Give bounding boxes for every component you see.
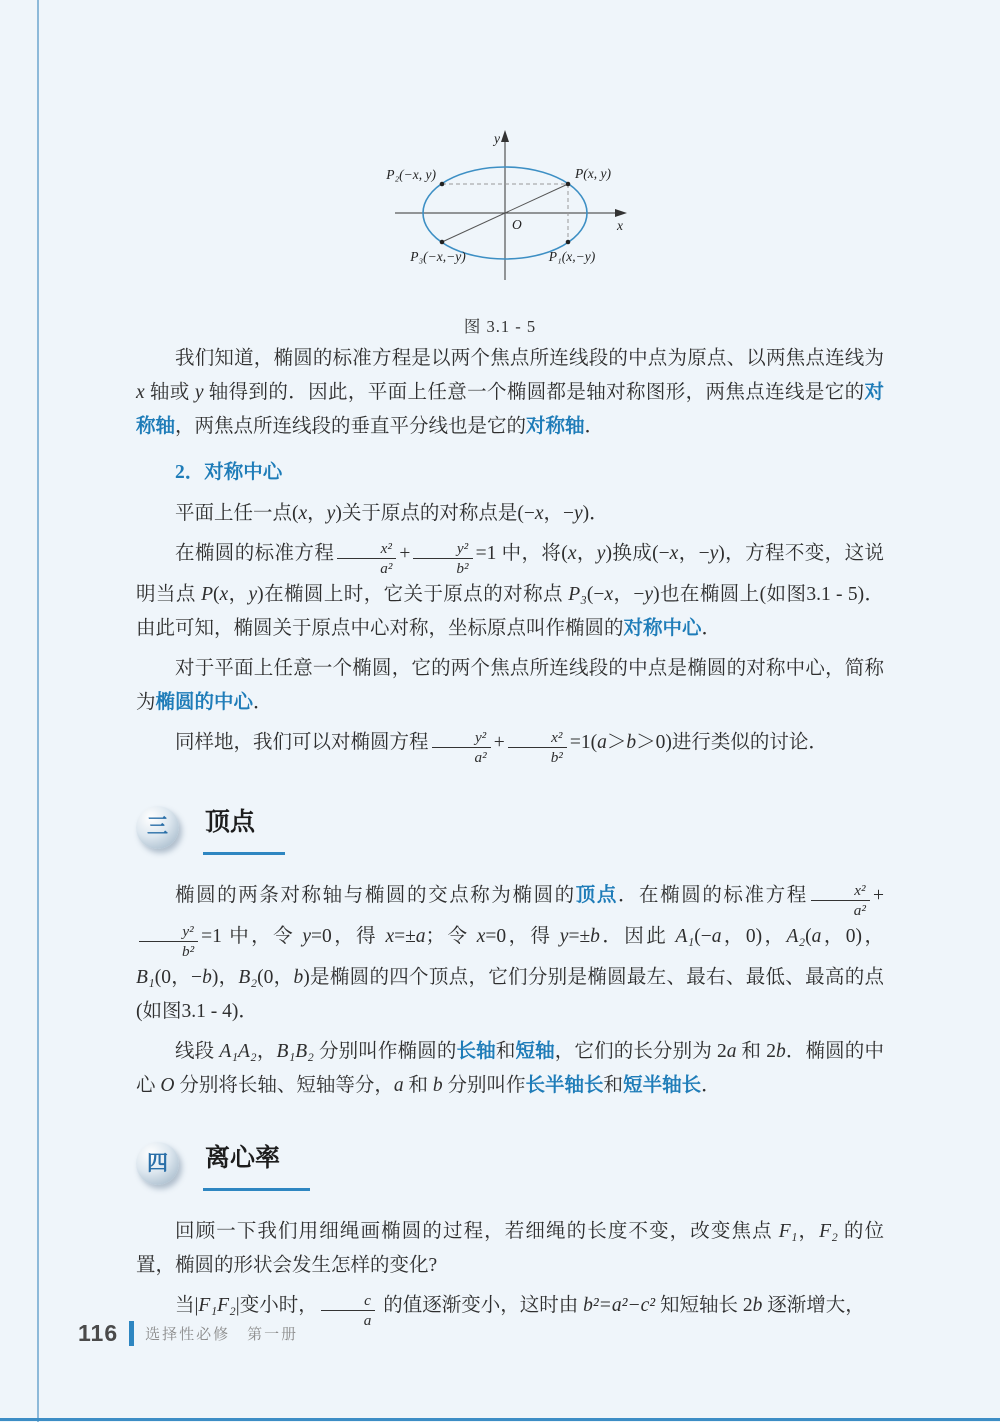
ellipse-diagram xyxy=(320,128,680,300)
fraction: $\frac{\text{y²}}{\text{b²}}$ xyxy=(413,540,472,578)
section-badge-four: 四 xyxy=(136,1142,179,1185)
fraction: $\frac{\text{x²}}{\text{a²}}$ xyxy=(811,882,870,920)
label-y-axis: y xyxy=(494,131,500,146)
paragraph-symmetry-axis: 我们知道，椭圆的标准方程是以两个焦点所连线段的中点为原点、以两焦点连线为 x 轴或 y 轴得到的．因此，平面上任意一个椭圆都是轴对称图形，两焦点连线是它的对称轴，两焦点所连线段的垂直平分线也是它的对称轴． xyxy=(136,348,884,438)
page-number: 116 xyxy=(78,1320,119,1346)
figure-caption: 图 3.1 - 5 xyxy=(463,317,537,336)
paragraph-standard-equation-symmetry: 在椭圆的标准方程 $\frac{\text{x²}}{\text{a²}}$ + $\frac{\text{y²}}{\text{b²}}$ =1 中，将(x，y)换成(−x，−y)，方程不变，这说明当点 P(x，y)在椭圆上时，它关于原点的对称点 P₃(−x，−y)也在椭圆上(如图3.1 - 5)．由此可知，椭圆关于原点中心对称，坐标原点叫作椭圆的对称中心． xyxy=(136,539,884,639)
point-p2 xyxy=(440,182,445,187)
section-title-eccentricity: 离心率 xyxy=(203,1137,310,1191)
point-p xyxy=(566,182,571,187)
section-title-vertices: 顶点 xyxy=(203,801,285,855)
paragraph-f1f2-smaller: 当|F₁F₂|变小时， $\frac{c}{a}$ 的值逐渐变小，这时由 b²=a²−c² 知短轴长 2b 逐渐增大， xyxy=(175,1291,865,1330)
label-origin: O xyxy=(512,217,522,232)
point-p1 xyxy=(566,240,571,245)
section-header-vertices xyxy=(136,801,884,855)
page-content xyxy=(136,342,884,1336)
fraction: $\frac{\text{y²}}{\text{b²}}$ xyxy=(139,923,198,961)
page-footer xyxy=(78,1320,298,1347)
label-p1: P₁(x,−y) xyxy=(548,249,596,264)
section-badge-three: 三 xyxy=(136,806,179,849)
paragraph-vertices-definition: 椭圆的两条对称轴与椭圆的交点称为椭圆的顶点．在椭圆的标准方程 $\frac{\text{x²}}{\text{a²}}$ + $\frac{\text{y²}}{\text{b²}}$ =1 中，令 y=0，得 x=±a；令 x=0，得 y=±b．因此 A₁(−a，0)，A₂(a，0)，B₁(0，−b)，B₂(0，b)是椭圆的四个顶点，它们分别是椭圆最左、最右、最低、最高的点(如图3.1 - 4)． xyxy=(136,881,885,1022)
fraction: $\frac{\text{x²}}{\text{a²}}$ xyxy=(337,540,396,578)
page-bottom-rule xyxy=(0,1418,1000,1421)
figure-ellipse-symmetry xyxy=(0,128,1000,337)
label-p3: P₃(−x,−y) xyxy=(410,249,466,264)
paragraph-similar-discussion: 同样地，我们可以对椭圆方程 $\frac{\text{y²}}{\text{a²}}$ + $\frac{\text{x²}}{\text{b²}}$ =1(a＞b＞0)进行类似的讨论． xyxy=(175,729,828,767)
footer-divider xyxy=(129,1321,134,1346)
paragraph-point-symmetry: 平面上任一点(x，y)关于原点的对称点是(−x，−y)． xyxy=(175,502,609,524)
paragraph-major-minor-axis: 线段 A₁A₂，B₁B₂ 分别叫作椭圆的长轴和短轴，它们的长分别为 2a 和 2b．椭圆的中心 O 分别将长轴、短轴等分，a 和 b 分别叫作长半轴长和短半轴长． xyxy=(136,1040,884,1096)
point-p3 xyxy=(440,240,445,245)
label-p2: P₂(−x, y) xyxy=(386,167,436,182)
footer-book-title: 选择性必修 第一册 xyxy=(145,1326,299,1343)
x-axis-arrow xyxy=(615,209,627,217)
subsection-heading-symmetry-center: 2．对称中心 xyxy=(175,462,283,484)
label-x-axis: x xyxy=(617,218,623,233)
section-header-eccentricity xyxy=(136,1137,884,1191)
label-p: P(x, y) xyxy=(575,166,611,181)
paragraph-ellipse-center: 对于平面上任意一个椭圆，它的两个焦点所连线段的中点是椭圆的对称中心，简称为椭圆的中心． xyxy=(136,657,884,713)
fraction: $\frac{c}{a}$ xyxy=(321,1292,376,1330)
fraction: $\frac{\text{x²}}{\text{b²}}$ xyxy=(508,729,567,767)
paragraph-string-drawing-recall: 回顾一下我们用细绳画椭圆的过程，若细绳的长度不变，改变焦点 F₁，F₂ 的位置，椭圆的形状会发生怎样的变化? xyxy=(136,1220,884,1276)
y-axis-arrow xyxy=(501,130,509,142)
fraction: $\frac{\text{y²}}{\text{a²}}$ xyxy=(432,729,491,767)
